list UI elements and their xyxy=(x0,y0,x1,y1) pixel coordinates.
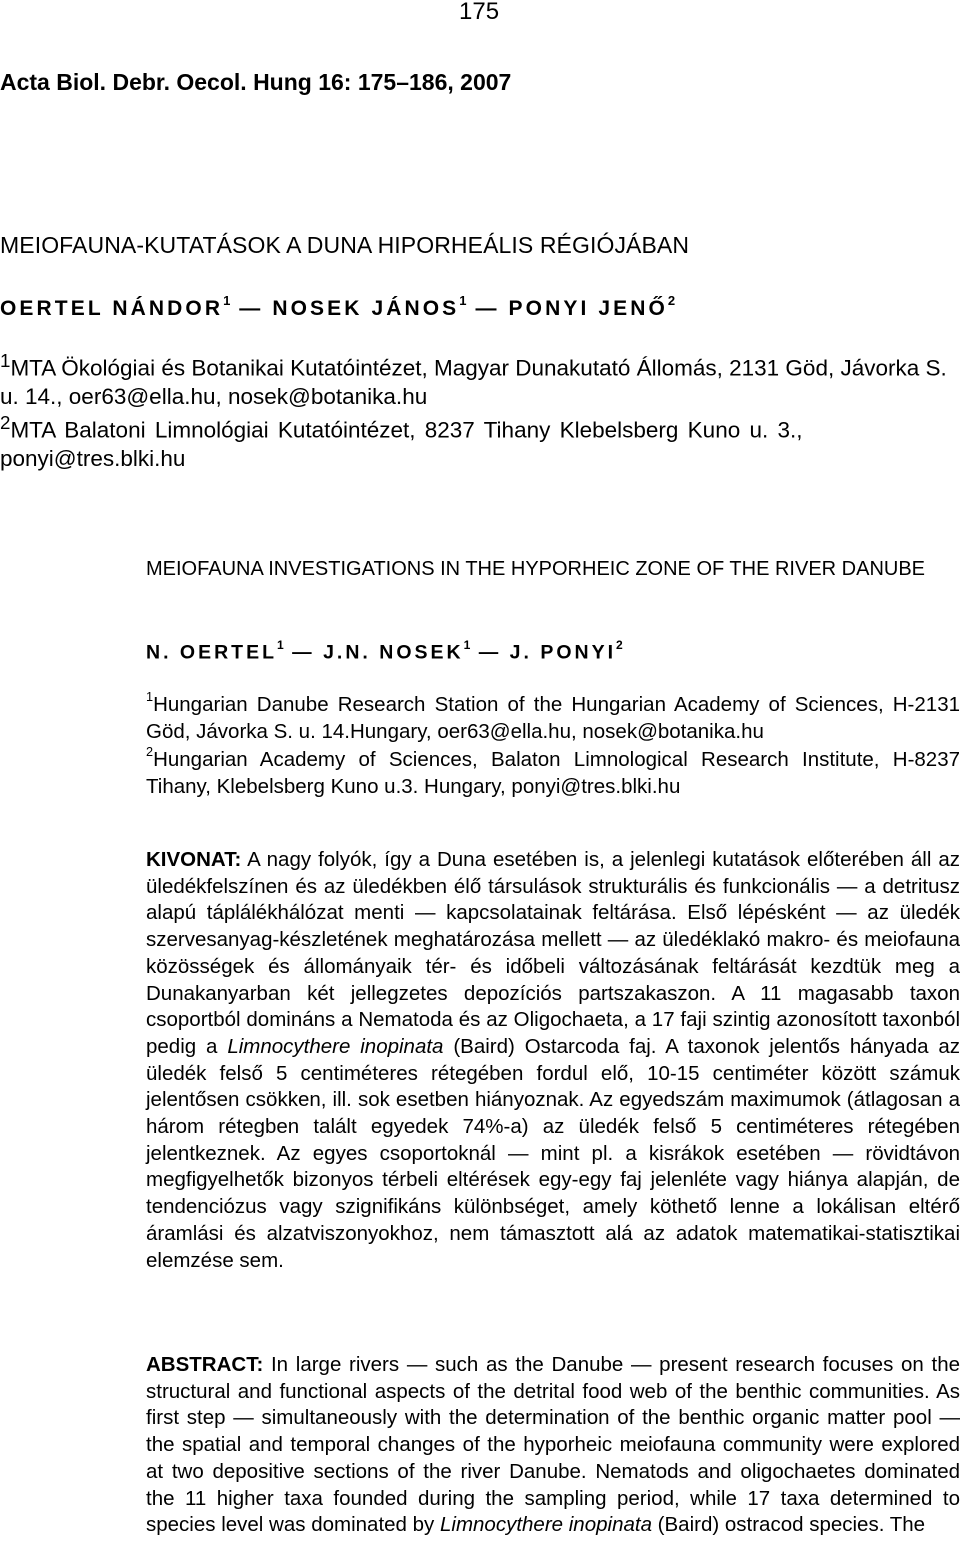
author-sup: 2 xyxy=(667,293,676,308)
author-sup: 1 xyxy=(277,638,284,652)
author-name: OERTEL NÁNDOR xyxy=(0,297,224,320)
author-separator: — xyxy=(239,297,264,320)
affiliation-sup: 2 xyxy=(146,744,154,759)
english-affiliation-2 xyxy=(146,740,960,800)
author-name: NOSEK JÁNOS xyxy=(272,297,460,320)
affiliation-sup: 1 xyxy=(146,689,154,704)
hungarian-title: MEIOFAUNA-KUTATÁSOK A DUNA HIPORHEÁLIS RÉGIÓJÁBAN xyxy=(0,232,690,258)
author-sup: 1 xyxy=(459,293,467,308)
journal-citation: Acta Biol. Debr. Oecol. Hung 16: 175–186, 2007 xyxy=(0,69,512,95)
author-sup: 1 xyxy=(223,293,231,308)
kivonat-text: (Baird) Ostarcoda faj. A taxonok jelentős hányada az üledék felső 5 centiméteres rétegében fordul elő, 10-15 centiméter között számuk jelentősen csökken, ill. sok esetben hiányoznak. Az egyedszám maximumok (átlagosan a három rétegben talált egyedek 74%-a) az üledék felső 5 centiméteres rétegében jelentkeznek. Az egyes csoportoknál — mint pl. a kisrákok esetében — rövidtávon megfigyelhetők bizonyos térbeli eltérések egy-egy faj jelenléte vagy hiánya alapján, de tendenciózus vagy szignifikáns különbséget, amely köthető lenne a lokálisan eltérő áramlási és alzatviszonyokhoz, nem támasztott alá az adatok matematikai-statisztikai elemzése sem. xyxy=(146,1034,960,1272)
affiliation-text: Hungarian Academy of Sciences, Balaton Limnological Research Institute, H-8237 Tihany, Klebelsberg Kuno u.3. Hungary, ponyi@tres.blki.hu xyxy=(146,747,960,798)
hungarian-affiliation-2 xyxy=(0,409,960,473)
kivonat-label: KIVONAT: xyxy=(146,848,242,871)
abstract-text: In large rivers — such as the Danube — present research focuses on the structural and functional aspects of the detrital food web of the benthic communities. As first step — simultaneously with the determination of the benthic organic matter pool — the spatial and temporal changes of the hyporheic meiofauna community were explored at two depositive sections of the river Danube. Nematods and oligochaetes dominated the 11 higher taxa founded during the sampling period, while 17 taxa determined to species level was dominated by xyxy=(146,1353,960,1537)
author-separator: — xyxy=(475,297,500,320)
affiliation-text: MTA Ökológiai és Botanikai Kutatóintézet, Magyar Dunakutató Állomás, 2131 Göd, Jávorka S. u. 14., oer63@ella.hu, nosek@botanika.hu xyxy=(0,355,947,409)
english-affiliation-1 xyxy=(146,685,960,745)
species-name: Limnocythere inopinata xyxy=(227,1034,444,1058)
author-separator: — xyxy=(478,641,502,664)
author-sup: 1 xyxy=(463,638,471,652)
page-number: 175 xyxy=(459,0,500,25)
affiliation-text: MTA Balatoni Limnológiai Kutatóintézet, 8237 Tihany Klebelsberg Kuno u. 3., ponyi@tres.blki.hu xyxy=(0,417,803,471)
author-separator: — xyxy=(292,641,315,664)
abstract-text: (Baird) ostracod species. The xyxy=(651,1513,926,1537)
author-name: J.N. NOSEK xyxy=(323,641,464,664)
english-authors xyxy=(146,634,623,666)
english-title: MEIOFAUNA INVESTIGATIONS IN THE HYPORHEIC ZONE OF THE RIVER DANUBE xyxy=(146,558,926,580)
affiliation-text: Hungarian Danube Research Station of the Hungarian Academy of Sciences, H-2131 Göd, Jávorka S. u. 14.Hungary, oer63@ella.hu, nosek@botanika.hu xyxy=(146,692,960,743)
author-name: N. OERTEL xyxy=(146,641,278,664)
affiliation-sup: 2 xyxy=(0,412,11,433)
author-name: J. PONYI xyxy=(509,641,617,664)
abstract-label: ABSTRACT: xyxy=(146,1353,264,1376)
author-name: PONYI JENŐ xyxy=(508,297,668,320)
species-name: Limnocythere inopinata xyxy=(440,1513,652,1537)
author-sup: 2 xyxy=(616,638,623,652)
hungarian-authors xyxy=(0,289,675,323)
abstract-paragraph xyxy=(146,1352,960,1539)
affiliation-sup: 1 xyxy=(0,350,11,371)
kivonat-paragraph xyxy=(146,847,960,1274)
hungarian-affiliation-1 xyxy=(0,347,960,411)
kivonat-text: A nagy folyók, így a Duna esetében is, a jelenlegi kutatások előterében áll az üledékfelszínen és az üledékben élő társulások strukturális és funkcionális — a detritusz alapú táplálékhálózat menti — kapcsolatainak feltárása. Első lépésként — az üledék szervesanyag-készletének meghatározása mellett — az üledéklakó makro- és meiofauna közösségek és állományaik tér- és időbeli változásának feltárását kezdtük meg a Dunakanyarban két jellegzetes depozíciós partszakaszon. A 11 magasabb taxon csoportból domináns a Nematoda és az Oligochaeta, a 17 faji szintig azonosított taxonból pedig a xyxy=(146,848,960,1058)
